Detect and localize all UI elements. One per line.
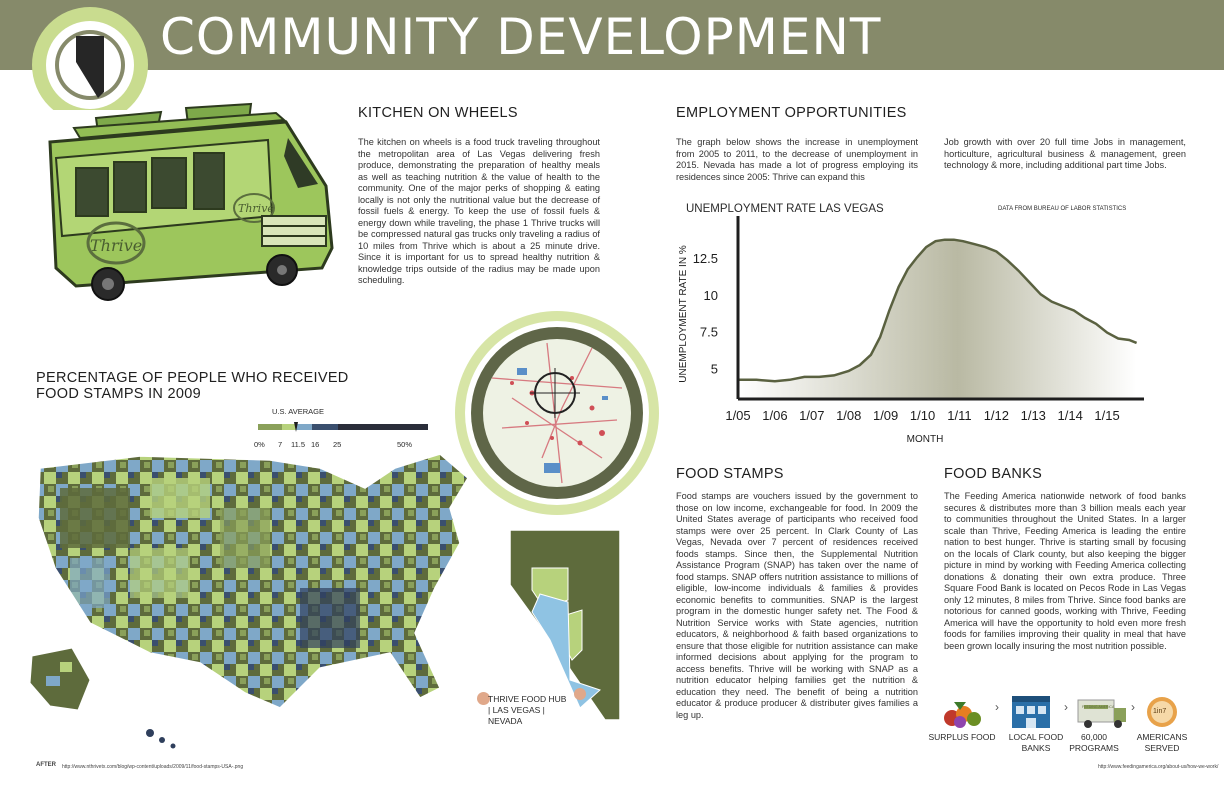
legend-swatch bbox=[258, 424, 282, 430]
legend-swatch bbox=[338, 424, 428, 430]
legend-tick: 0% bbox=[254, 440, 265, 449]
legend-tick: 25 bbox=[333, 440, 342, 449]
employment-body-left: The graph below shows the increase in unemployment from 2005 to 2011, to the decrease of unemployment in 2015. Nevada has made a lot of progress employing its residences since 2005: Thrive can expand this bbox=[676, 137, 918, 182]
employment-heading: EMPLOYMENT OPPORTUNITIES bbox=[676, 105, 907, 121]
unemployment-chart bbox=[670, 196, 1160, 451]
store-icon bbox=[1012, 696, 1050, 728]
flow-label-local-banks: LOCAL FOOD BANKS bbox=[1008, 732, 1064, 753]
map-heading-line1: PERCENTAGE OF PEOPLE WHO RECEIVED bbox=[36, 370, 349, 386]
x-tick-label: 1/12 bbox=[983, 408, 1010, 423]
nevada-logo bbox=[0, 0, 160, 110]
y-tick-label: 7.5 bbox=[699, 324, 718, 340]
page-title: COMMUNITY DEVELOPMENT bbox=[160, 8, 882, 66]
x-tick-label: 1/09 bbox=[872, 408, 899, 423]
x-tick-label: 1/11 bbox=[947, 408, 972, 423]
y-axis-label: UNEMPLOYMENT RATE IN % bbox=[678, 245, 689, 383]
x-tick-label: 1/08 bbox=[836, 408, 862, 423]
legend-tick: 16 bbox=[311, 440, 320, 449]
y-tick-label: 5 bbox=[710, 361, 718, 377]
y-tick-label: 12.5 bbox=[692, 250, 718, 266]
legend-swatch bbox=[296, 424, 312, 430]
nevada-hub-dot bbox=[574, 688, 586, 700]
legend-swatch bbox=[282, 424, 296, 430]
flow-label-served: AMERICANS SERVED bbox=[1136, 732, 1188, 753]
x-axis-label: MONTH bbox=[906, 434, 944, 445]
flow-label-surplus: SURPLUS FOOD bbox=[928, 732, 996, 742]
x-tick-label: 1/07 bbox=[799, 408, 825, 423]
chart-title: UNEMPLOYMENT RATE LAS VEGAS bbox=[686, 203, 884, 215]
foodbanks-body: The Feeding America nationwide network of food banks secures & distributes more than 3 billion meals each year to communities throughout the United States. In a larger scale than Thrive, Feeding America is leading the entire nation to best hunger. Thrive is starting small by focusing on the locals of Clark county, but also keeping the bigger picture in mind by working with Feeding America collecting donations & donating their own extra produce. Three Square Food Bank is located on Pecos Rode in Las Vegas only 12 minutes, 8 miles from Thrive. Since food banks are notorious for canned goods, working with Thrive, Feeding America will have the opportunity to hold even more fresh foods for families improving their quality in meal that have been grown locally insuring the most nutrition possible. bbox=[944, 491, 1186, 651]
chevron-right-icon: › bbox=[1131, 700, 1135, 714]
footer-after-label: AFTER bbox=[36, 762, 56, 768]
kitchen-body: The kitchen on wheels is a food truck traveling throughout the metropolitan area of Las Vegas delivering fresh produce, demonstrating the preparation of healthy meals as well as teaching nutrition & the value of health to the community. One of the major perks of shopping & eating locally is not only the nutritional value but the decrease of fossil fuels & energy. To keep the use of fossil fuels & energy down while traveling, the phase 1 Thrive trucks will be compressed natural gas trucks only traveling a radius of 10 miles from Thrive which is about a 25 minute drive. Since it is important for us to spread healthy nutrition & knowledge trips outside of the radius may be made upon scheduling. bbox=[358, 137, 600, 285]
x-tick-label: 1/05 bbox=[725, 408, 751, 423]
foodstamps-body: Food stamps are vouchers issued by the government to those on low income, exchangeable for food. In 2009 the United States average of participants who received food stamps were over 25 percent. In Clark County of Las Vegas, Nevada over 7 percent of residences received foods stamps. Since then, the Supplemental Nutrition Assistance Program (SNAP) has taken over the name of food stamps. SNAP offers nutrition assistance to millions of eligible, low-income individuals & families & provides economic benefits to communities. SNAP is the largest program in the domestic hunger safety net. The Food & Nutrition Service works with State agencies, nutrition educators, & neighborhood & faith based organizations to ensure that those eligible for nutrition assistance can make informed decisions about applying for the program to access benefits. Thrive will be working with SNAP as a nutrition educator helping families get the nutrition & education they need. The benefit of being a nutrition educator & produce producer & distributer gives families a leg up. bbox=[676, 491, 918, 720]
footer-right-source: http://www.feedingamerica.org/about-us/how-we-work/ bbox=[1098, 764, 1219, 770]
flow-truck-text: FEEDING AMERICA bbox=[1082, 705, 1115, 709]
food-truck-illustration bbox=[36, 98, 346, 303]
map-heading-line2: FOOD STAMPS IN 2009 bbox=[36, 386, 201, 402]
foodstamps-heading: FOOD STAMPS bbox=[676, 466, 784, 482]
flow-label-programs: 60,000 PROGRAMS bbox=[1069, 732, 1119, 753]
legend-tick: 50% bbox=[397, 440, 413, 449]
x-tick-label: 1/10 bbox=[909, 408, 936, 423]
legend-color-bar bbox=[258, 422, 428, 436]
x-tick-label: 1/14 bbox=[1057, 408, 1083, 423]
x-tick-label: 1/13 bbox=[1020, 408, 1046, 423]
unemployment-area bbox=[738, 240, 1137, 399]
chevron-right-icon: › bbox=[1064, 700, 1068, 714]
footer-left-source: http://www.nthrivetx.com/blog/wp-content/uploads/2009/11/food-stamps-USA-.png bbox=[62, 764, 244, 770]
foodbanks-heading: FOOD BANKS bbox=[944, 466, 1043, 482]
employment-body-right: Job growth with over 20 full time Jobs in management, horticulture, agricultural business & management, green technology & more, including additional part time Jobs. bbox=[944, 137, 1186, 170]
flow-badge-text: 1in7 bbox=[1153, 708, 1167, 715]
kitchen-heading: KITCHEN ON WHEELS bbox=[358, 105, 518, 121]
hub-label: THRIVE FOOD HUB | LAS VEGAS | NEVADA bbox=[488, 694, 567, 726]
nevada-county-map bbox=[510, 530, 620, 720]
us-food-stamps-map bbox=[20, 448, 490, 758]
y-tick-label: 10 bbox=[703, 287, 718, 303]
legend-title: U.S. AVERAGE bbox=[272, 407, 324, 416]
truck-logo-side-text: Thrive bbox=[238, 202, 274, 215]
legend-tick: 7 bbox=[278, 440, 283, 449]
x-tick-label: 1/15 bbox=[1094, 408, 1120, 423]
legend-tick: 11.5 bbox=[291, 440, 306, 449]
produce-icon bbox=[944, 702, 981, 728]
chevron-right-icon: › bbox=[995, 700, 999, 714]
x-tick-label: 1/06 bbox=[762, 408, 788, 423]
chart-source: DATA FROM BUREAU OF LABOR STATISTICS bbox=[998, 206, 1127, 212]
truck-logo-text: Thrive bbox=[90, 236, 143, 255]
legend-swatch bbox=[312, 424, 338, 430]
